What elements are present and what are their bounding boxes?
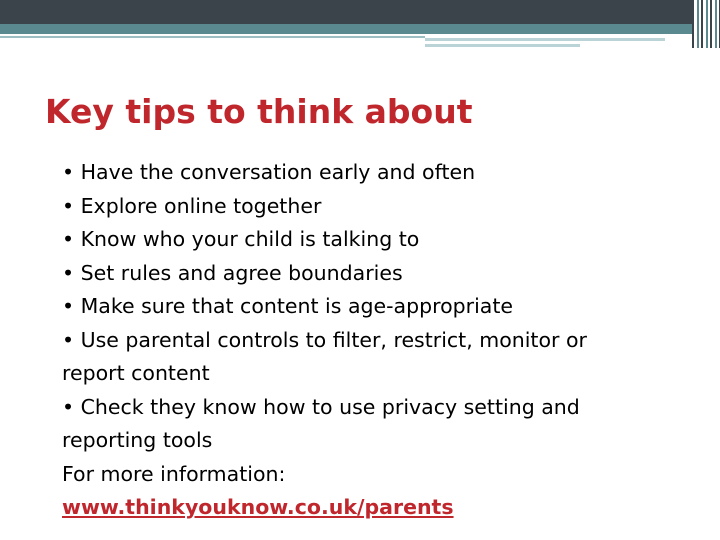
bullet-item: • Set rules and agree boundaries [62,260,403,285]
header-bar-dark [0,0,692,24]
bullet-item: • Use parental controls to filter, restrict, monitor or [62,327,587,352]
header-rule-2 [425,38,665,41]
header-rule-3 [425,44,580,47]
header-bar-teal [0,24,692,34]
header-rule-1 [0,36,425,38]
header-stripes [692,0,720,48]
bullet-item: • Make sure that content is age-appropriate [62,294,513,318]
bullet-item: • Have the conversation early and often [62,160,476,184]
more-info-label: For more information: [62,461,286,486]
bullet-item: • Know who your child is talking to [62,227,420,251]
slide-body [62,156,692,525]
bullet-item: • Check they know how to use privacy setting and [62,394,580,419]
bullet-item: • Explore online together [62,193,322,218]
bullet-item-continuation: reporting tools [62,428,213,452]
thinkyouknow-link[interactable]: www.thinkyouknow.co.uk/parents [62,495,454,519]
slide-title: Key tips to think about [45,92,473,131]
bullet-item-continuation: report content [62,361,210,385]
